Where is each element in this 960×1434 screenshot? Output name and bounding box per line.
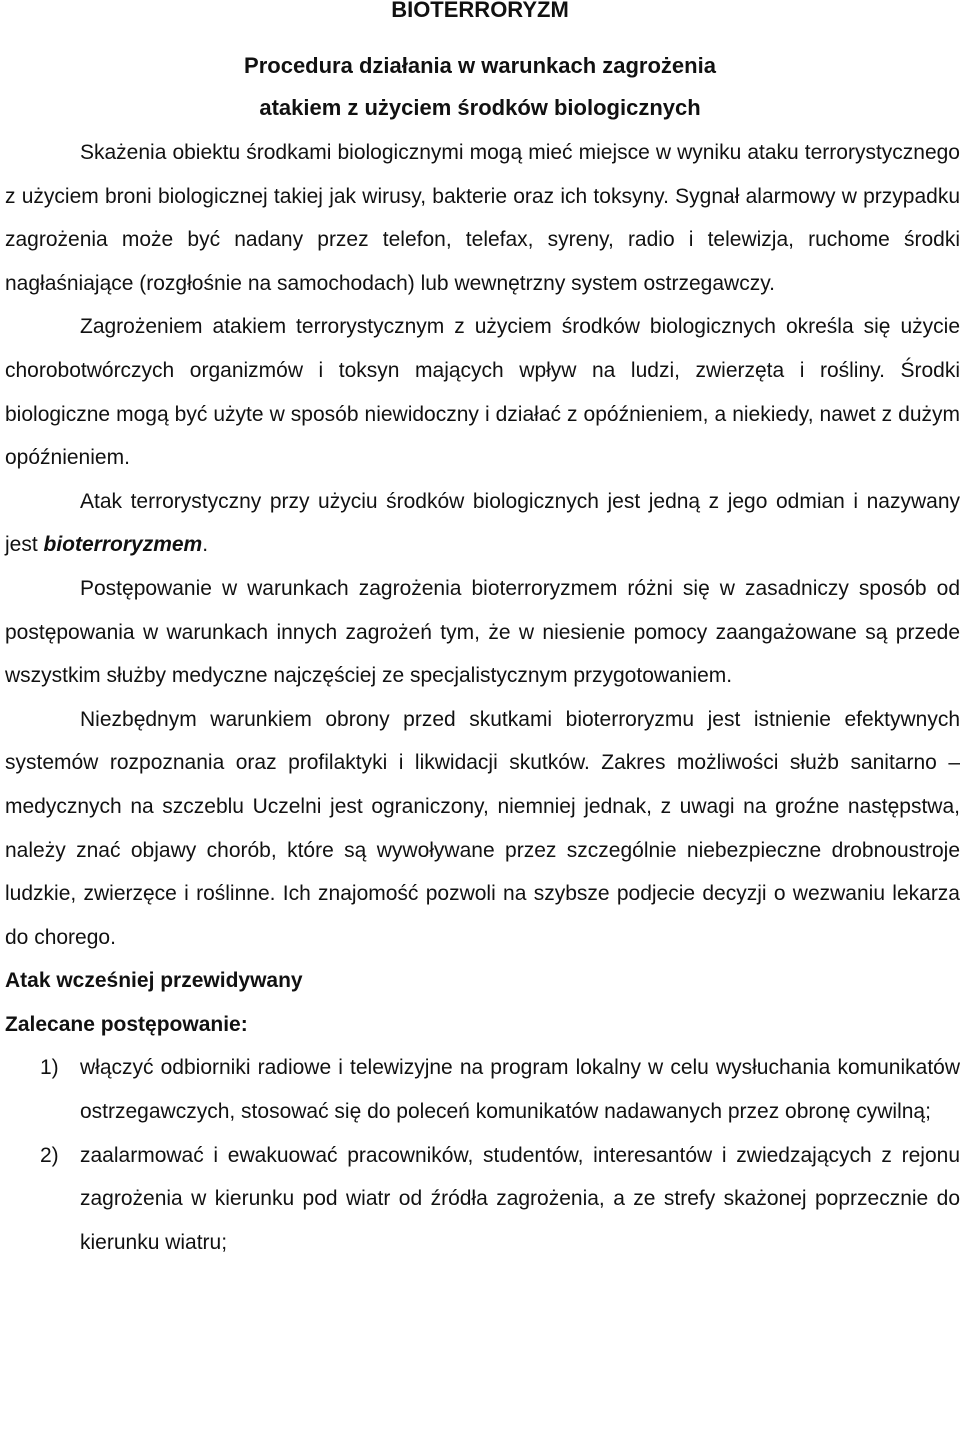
paragraph-5: Niezbędnym warunkiem obrony przed skutkami bioterroryzmu jest istnienie efektywnych systemów rozpoznania oraz profilaktyki i likwidacji skutków. Zakres możliwości służb sanitarno – medycznych na szczeblu Uczelni jest ograniczony, niemniej jednak, z uwagi na groźne następstwa, należy znać objawy chorób, które są wywoływane przez szczególnie niebezpieczne drobnoustroje ludzkie, zwierzęce i roślinne. Ich znajomość pozwoli na szybsze podjecie decyzji o wezwaniu lekarza do chorego. — [5, 707, 960, 949]
paragraph-1: Skażenia obiektu środkami biologicznymi mogą mieć miejsce w wyniku ataku terrorystycznego z użyciem broni biologicznej takiej jak wirusy, bakterie oraz ich toksyny. Sygnał alarmowy w przypadku zagrożenia może być nadany przez telefon, telefax, syreny, radio i telewizja, ruchome środki nagłaśniające (rozgłośnie na samochodach) lub wewnętrzny system ostrzegawczy. — [5, 141, 960, 295]
document-title: BIOTERRORYZM — [391, 0, 569, 22]
recommendation-heading: Zalecane postępowanie: — [5, 1012, 248, 1036]
paragraph-3 — [5, 480, 960, 567]
list-item-text: zaalarmować i ewakuować pracowników, studentów, interesantów i zwiedzających z rejonu zagrożenia w kierunku pod wiatr od źródła zagrożenia, a ze strefy skażonej poprzecznie do kierunku wiatru; — [80, 1143, 960, 1254]
recommendation-list — [5, 1046, 960, 1264]
section-heading: Atak wcześniej przewidywany — [5, 969, 303, 993]
list-item-text: włączyć odbiorniki radiowe i telewizyjne na program lokalny w celu wysłuchania komunikatów ostrzegawczych, stosować się do poleceń komunikatów nadawanych przez obronę cywilną; — [80, 1056, 960, 1124]
document-body — [5, 131, 960, 1264]
list-item-number: 2) — [40, 1143, 59, 1167]
list-item — [5, 1134, 960, 1265]
paragraph-2: Zagrożeniem atakiem terrorystycznym z użyciem środków biologicznych określa się użycie chorobotwórczych organizmów i toksyn mających wpływ na ludzi, zwierzęta i rośliny. Środki biologiczne mogą być użyte w sposób niewidoczny i działać z opóźnieniem, a niekiedy, nawet z dużym opóźnieniem. — [5, 315, 960, 470]
list-item — [5, 1046, 960, 1133]
document-subtitle-line-2: atakiem z użyciem środków biologicznych — [259, 95, 701, 120]
document-subtitle-line-1: Procedura działania w warunkach zagrożenia — [244, 53, 716, 78]
paragraph-3-end: . — [202, 533, 209, 557]
paragraph-4: Postępowanie w warunkach zagrożenia bioterroryzmem różni się w zasadniczy sposób od postępowania w warunkach innych zagrożeń tym, że w niesienie pomocy zaangażowane są przede wszystkim służby medyczne najczęściej ze specjalistycznym przygotowaniem. — [5, 576, 960, 688]
paragraph-3-emphasis: bioterroryzmem — [43, 533, 203, 557]
paragraph-3-text: Atak terrorystyczny przy użyciu środków biologicznych jest jedną z jego odmian i nazywany jest — [5, 489, 960, 557]
list-item-number: 1) — [40, 1056, 59, 1080]
